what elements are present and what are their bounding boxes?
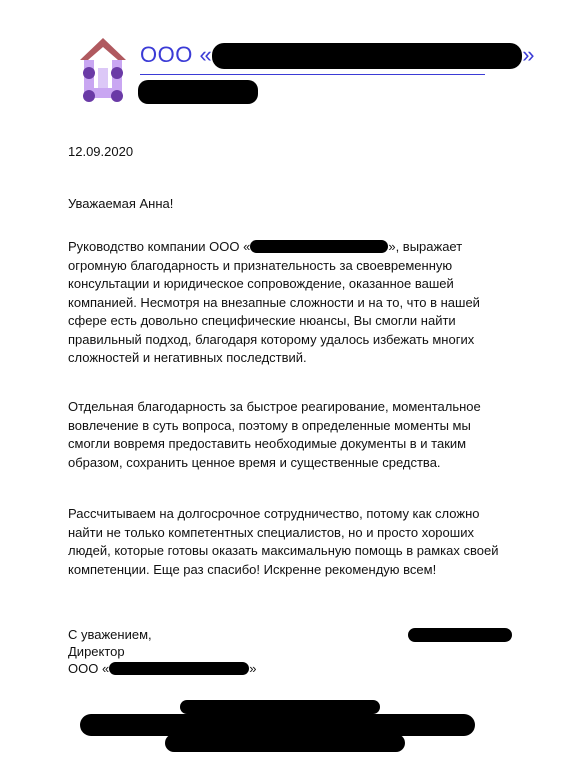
letterhead-org-name xyxy=(140,42,535,69)
letter-paragraph-3: Рассчитываем на долгосрочное сотрудничество, потому как сложно найти не только компетентных специалистов, но и просто хороших людей, которые готовы оказать максимальную помощь в рамках своей компетенции. Еще раз спасибо! Искренне рекомендую всем! xyxy=(68,506,499,577)
signature-org-prefix: ООО « xyxy=(68,661,110,676)
signature-block xyxy=(68,626,256,677)
redaction-bar xyxy=(408,628,512,642)
letter-date: 12.09.2020 xyxy=(68,144,134,159)
signature-closing: С уважением, xyxy=(68,627,152,642)
house-logo-icon xyxy=(78,38,128,106)
redaction-bar xyxy=(165,734,405,752)
signature-title: Директор xyxy=(68,644,125,659)
paragraph-1-rest: », выражает огромную благодарность и признательность за своевременную консультации и юридическое сопровождение, оказанное вашей компанией. Несмотря на внезапные сложности и на то, что в нашей сфере есть довольно специфические нюансы, Вы смогли найти правильный подход, благодаря которому удалось избежать многих сложностей и негативных последствий. xyxy=(68,239,480,365)
signature-org-suffix: » xyxy=(249,661,257,676)
letterhead-org-suffix: » xyxy=(522,42,535,67)
redaction-bar xyxy=(180,700,380,714)
letter-greeting: Уважаемая Анна! xyxy=(68,196,174,211)
signature-org xyxy=(68,660,256,677)
letterhead-rule xyxy=(140,74,485,75)
letter-paragraph-1 xyxy=(68,238,508,368)
letterhead-org-prefix: ООО « xyxy=(140,42,213,67)
redaction-bar xyxy=(138,80,258,104)
redaction-bar xyxy=(80,714,475,736)
redaction-bar xyxy=(109,662,249,675)
letter-paragraph-2: Отдельная благодарность за быстрое реагирование, моментальное вовлечение в суть вопроса, поэтому в определенные моменты мы смогли вовремя предоставить необходимые документы в и таким образом, сохранить ценное время и существенные средства. xyxy=(68,399,481,470)
redaction-bar xyxy=(212,43,522,69)
redaction-bar xyxy=(250,240,388,253)
paragraph-1-start: Руководство компании ООО « xyxy=(68,239,251,254)
